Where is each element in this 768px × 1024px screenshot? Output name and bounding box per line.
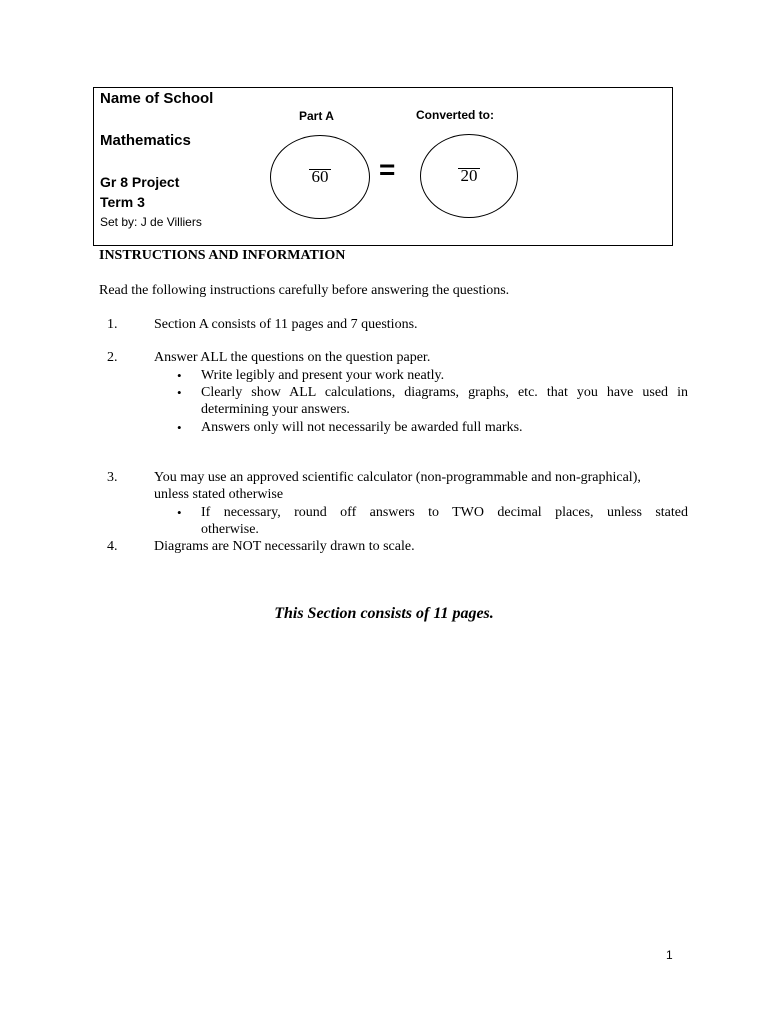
page-number: 1 — [666, 948, 673, 962]
instructions-title: INSTRUCTIONS AND INFORMATION — [99, 248, 346, 263]
item-text: Diagrams are NOT necessarily drawn to scale. — [154, 539, 415, 554]
item-text-cont: unless stated otherwise — [154, 487, 284, 502]
instructions-intro: Read the following instructions carefully before answering the questions. — [99, 283, 510, 298]
bullet-text: Write legibly and present your work neatly. — [201, 368, 445, 383]
item-number: 2. — [107, 350, 118, 365]
equals-sign: = — [379, 154, 396, 185]
bullet-icon: • — [177, 368, 182, 383]
item-number: 4. — [107, 539, 118, 554]
section-pages-note: This Section consists of 11 pages. — [274, 605, 494, 622]
bullet-icon: • — [177, 420, 182, 435]
part-a-score-circle — [270, 135, 370, 219]
converted-label: Converted to: — [416, 108, 494, 122]
bullet-text-cont: otherwise. — [201, 522, 259, 537]
bullet-text: Answers only will not necessarily be awarded full marks. — [201, 420, 523, 435]
item-text: Answer ALL the questions on the question paper. — [154, 350, 431, 365]
part-a-total: 60 — [311, 167, 329, 186]
header-box — [93, 87, 673, 246]
item-number: 3. — [107, 470, 118, 485]
item-number: 1. — [107, 317, 118, 332]
bullet-icon: • — [177, 385, 182, 400]
bullet-text-cont: determining your answers. — [201, 402, 350, 417]
part-a-label: Part A — [299, 109, 334, 123]
converted-score-circle — [420, 134, 518, 218]
item-text: You may use an approved scientific calculator (non-programmable and non-graphical), — [154, 470, 641, 485]
school-name: Name of School — [100, 90, 214, 107]
item-text: Section A consists of 11 pages and 7 questions. — [154, 317, 418, 332]
grade-label: Gr 8 Project — [100, 174, 180, 190]
converted-total: 20 — [460, 166, 478, 185]
term-label: Term 3 — [100, 194, 145, 210]
subject-title: Mathematics — [100, 132, 191, 149]
bullet-text: If necessary, round off answers to TWO decimal places, unless stated — [201, 505, 688, 520]
set-by-label: Set by: J de Villiers — [100, 215, 202, 229]
bullet-text: Clearly show ALL calculations, diagrams, graphs, etc. that you have used in — [201, 385, 688, 400]
bullet-icon: • — [177, 505, 182, 520]
